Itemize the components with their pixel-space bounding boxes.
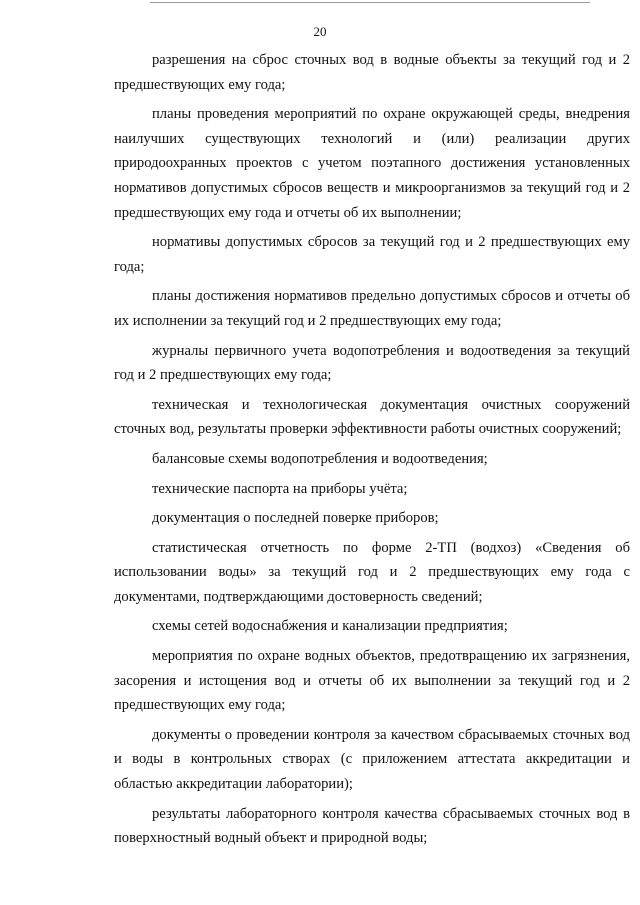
- paragraph-11: схемы сетей водоснабжения и канализации предприятия;: [152, 618, 508, 635]
- paragraph-14: результаты лабораторного контроля качества сбрасываемых сточных вод в поверхностный водный объект и природной воды;: [114, 805, 630, 847]
- paragraph-8: технические паспорта на приборы учёта;: [152, 480, 408, 497]
- body-text: [114, 48, 630, 856]
- page-number: 20: [313, 24, 327, 39]
- paragraph-1: разрешения на сброс сточных вод в водные объекты за текущий год и 2 предшествующих ему года;: [114, 52, 630, 93]
- paragraph-2: планы проведения мероприятий по охране окружающей среды, внедрения наилучших существующих технологий и (или) реализации других природоохранных проектов с учетом поэтапного достижения установленных нормативов допустимых сбросов веществ и микроорганизмов за текущий год и 2 предшествующих ему года и отчеты об их выполнении;: [114, 106, 630, 221]
- paragraph-6: техническая и технологическая документация очистных сооружений сточных вод, результаты проверки эффективности работы очистных сооружений;: [114, 396, 630, 438]
- paragraph-12: мероприятия по охране водных объектов, предотвращению их загрязнения, засорения и истощения вод и отчеты об их выполнении за текущий год и 2 предшествующих ему года;: [114, 648, 630, 714]
- paragraph-3: нормативы допустимых сбросов за текущий год и 2 предшествующих ему года;: [114, 234, 630, 275]
- paragraph-10: статистическая отчетность по форме 2-ТП (водхоз) «Сведения об использовании воды» за текущий год и 2 предшествующих ему года с документами, подтверждающими достоверность сведений;: [114, 539, 630, 605]
- paragraph-9: документация о последней поверке приборов;: [152, 510, 439, 527]
- paragraph-7: балансовые схемы водопотребления и водоотведения;: [152, 450, 488, 467]
- paragraph-4: планы достижения нормативов предельно допустимых сбросов и отчеты об их исполнении за текущий год и 2 предшествующих ему года;: [114, 288, 630, 329]
- top-rule: [150, 2, 590, 3]
- paragraph-13: документы о проведении контроля за качеством сбрасываемых сточных вод и воды в контрольных створах (с приложением аттестата аккредитации и областью аккредитации лаборатории);: [114, 726, 630, 793]
- paragraph-5: журналы первичного учета водопотребления и водоотведения за текущий год и 2 предшествующих ему года;: [114, 342, 630, 384]
